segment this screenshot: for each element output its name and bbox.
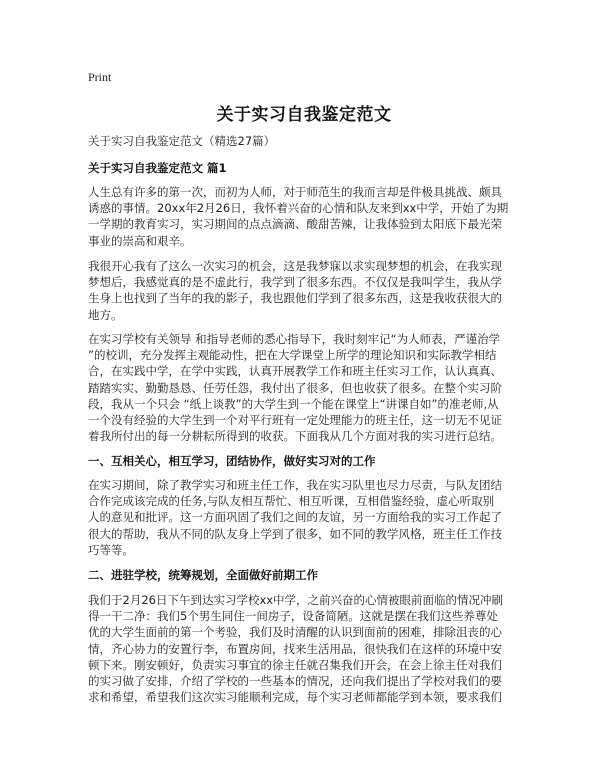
paragraph-line: 人的意见和批评。这一方面巩固了我们之间的友谊，另一方面给我的实习工作起了 — [88, 510, 502, 525]
paragraph-line: 我很开心我有了这么一次实习的机会，这是我梦寐以求实现梦想的机会，在我实现 — [88, 259, 502, 273]
paragraph-line: 我们于2月26日下午到达实习学校xx中学，之前兴奋的心情被眼前面临的情况冲刷 — [88, 593, 504, 607]
paragraph-line: 在实习学校有关领导 和指导老师的悉心指导下，我时刻牢记“为人师表，严谨治学 — [88, 332, 501, 346]
paragraph-line: ”的校训，充分发挥主观能动性，把在大学课堂上所学的理论知识和实际教学相结 — [88, 348, 497, 363]
paragraph-line: 一学期的教育实习，实习期间的点点滴滴、酸甜苦辣，让我体验到太阳底下最光荣 — [88, 217, 502, 232]
paragraph-line: 巧等等。 — [88, 542, 134, 557]
paragraph-line: 人生总有许多的第一次，而初为人师，对于师范生的我而言却是件极具挑战、颇具 — [88, 185, 502, 199]
paragraph-1 — [88, 184, 520, 249]
paragraph-line: 地方。 — [88, 307, 123, 322]
paragraph-2 — [88, 258, 520, 323]
paragraph-line: 事业的崇高和艰辛。 — [88, 233, 192, 248]
paragraph-line: 很大的帮助，我从不同的队友身上学到了很多，如不同的教学风格，班主任工作技 — [88, 526, 502, 541]
paragraph-line: 着我所付出的每一分耕耘所得到的收获。下面我从几个方面对我的实习进行总结。 — [88, 429, 502, 444]
paragraph-line: 一个没有经验的大学生到一个对平行班有一定处理能力的班主任，这一切无不见证 — [88, 413, 502, 428]
document-title: 关于实习自我鉴定范文 — [216, 105, 392, 125]
paragraph-line: 段，我从一个只会 “纸上谈教”的大学生到一个能在课堂上“讲课自如”的准老师,从 — [88, 396, 499, 411]
paragraph-line: 生身上也找到了当年的我的影子，我也跟他们学到了很多东西，这是我收获很大的 — [88, 291, 502, 306]
paragraph-line: 优的大学生面前的第一个考验，我们及时清醒的认识到面前的困难，排除沮丧的心 — [88, 625, 502, 640]
paragraph-4 — [88, 477, 520, 558]
paragraph-line: 顿下来。刚安顿好，负责实习事宜的徐主任就召集我们开会，在会上徐主任对我们 — [88, 657, 502, 672]
paragraph-line: 求和希望，希望我们这次实习能顺利完成，每个实习老师都能学到本领，要求我们 — [88, 690, 502, 705]
paragraph-5 — [88, 592, 520, 705]
paragraph-line: 在实习期间，除了教学实习和班主任工作，我在实习队里也尽力尽责，与队友团结 — [88, 478, 502, 492]
paragraph-line: 的实习做了安排，介绍了学校的一些基本的情况，还向我们提出了学校对我们的要 — [88, 674, 502, 689]
paragraph-line: 诱惑的事情。20xx年2月26日，我怀着兴奋的心情和队友来到xx中学，开始了为期 — [88, 201, 509, 216]
paragraph-line: 得一干二净：我们5个男生同住一间房子，设备简陋。这就是摆在我们这些养尊处 — [88, 609, 498, 624]
document-subtitle: 关于实习自我鉴定范文（精选27篇） — [88, 134, 276, 148]
paragraph-line: 合，在实践中学，在学中实践，认真开展教学工作和班主任实习工作，认认真真、 — [88, 364, 502, 379]
print-label[interactable]: Print — [88, 70, 112, 84]
section-heading-3: 二、进驻学校，统筹规划，全面做好前期工作 — [88, 568, 318, 582]
paragraph-line: 踏踏实实、勤勤恳恳、任劳任怨，我付出了很多，但也收获了很多。在整个实习阶 — [88, 380, 502, 395]
paragraph-line: 情，齐心协力的安置行李，布置房间，找来生活用品，很快我们在这样的环境中安 — [88, 641, 502, 656]
paragraph-line: 梦想后，我感觉真的是不虚此行，我学到了很多东西。不仅仅是我叫学生，我从学 — [88, 275, 502, 290]
section-heading-2: 一、互相关心，相互学习，团结协作，做好实习对的工作 — [88, 454, 376, 468]
paragraph-3 — [88, 331, 520, 444]
paragraph-line: 合作完成该完成的任务,与队友相互帮忙、相互听课，互相借鉴经验，虚心听取别 — [88, 494, 495, 509]
section-heading-1: 关于实习自我鉴定范文 篇1 — [88, 161, 227, 175]
